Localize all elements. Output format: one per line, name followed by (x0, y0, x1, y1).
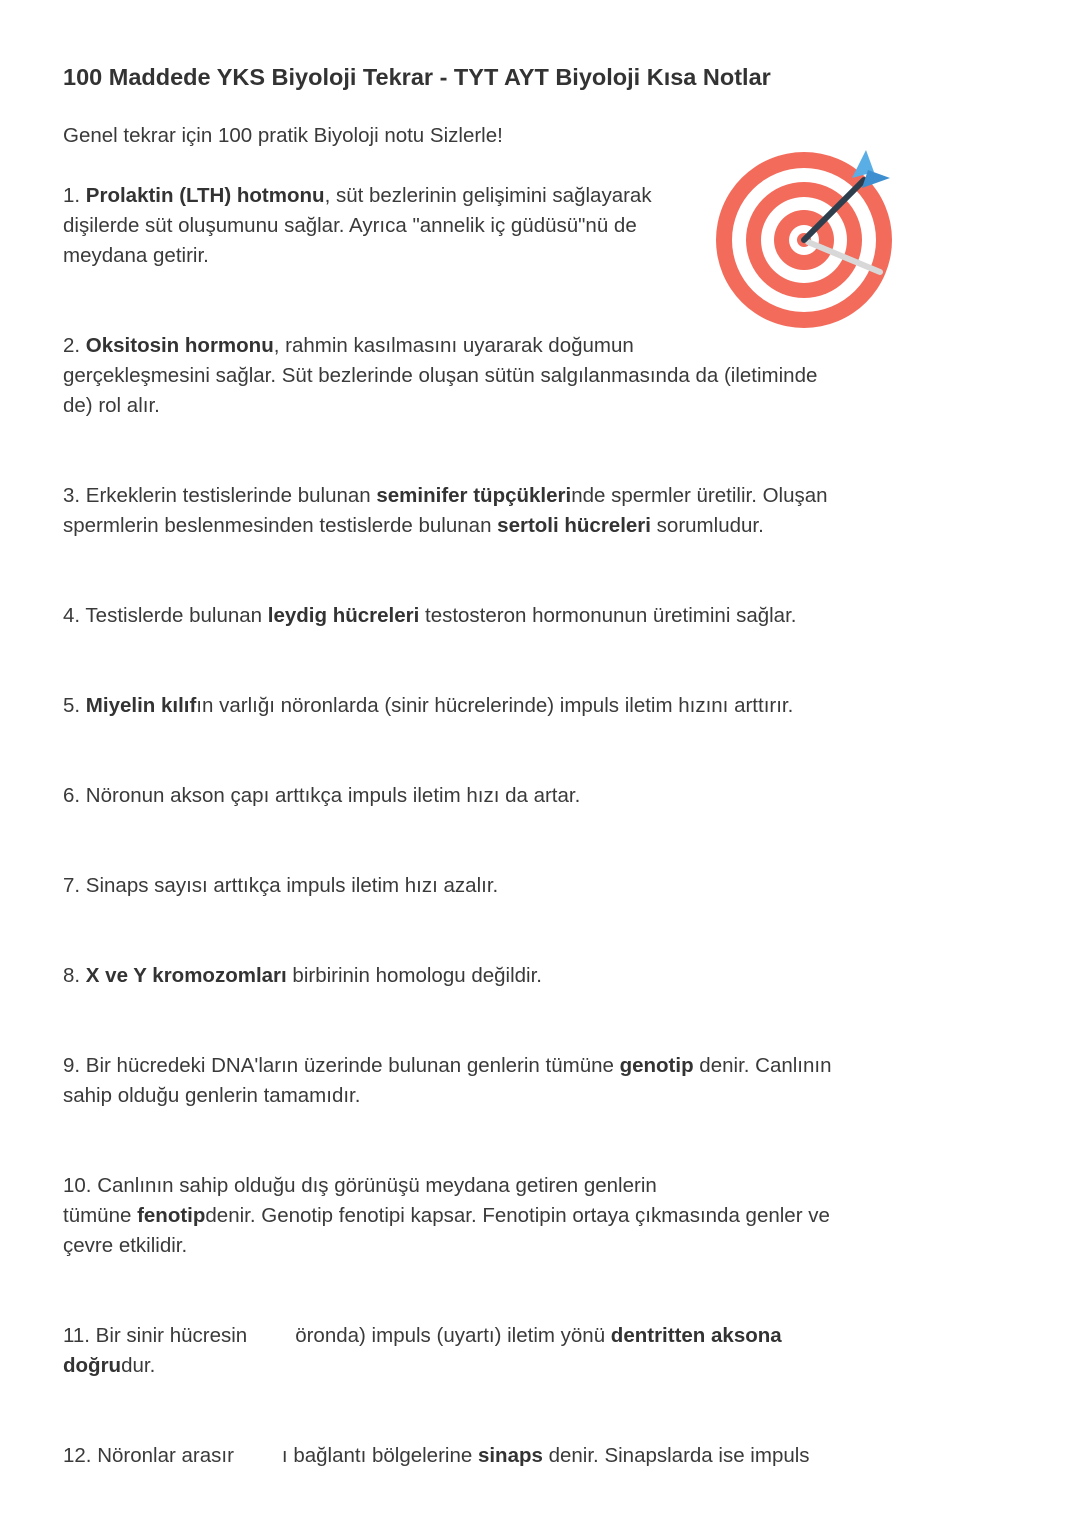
note-item-2 (63, 331, 817, 421)
text-run: öronda) impuls (uyartı) iletim yönü (295, 1324, 611, 1347)
text-run: 9. Bir hücredeki DNA'ların üzerinde bulunan genlerin tümüne (63, 1054, 620, 1077)
bold-term: seminifer tüpçükleri (376, 484, 572, 507)
note-line (63, 361, 817, 391)
note-line (63, 391, 817, 421)
note-line (63, 1051, 832, 1081)
text-run: 5. (63, 694, 86, 717)
bold-term: doğru (63, 1354, 122, 1377)
text-run: tümüne (63, 1204, 138, 1227)
text-run: birbirinin homologu değildir. (286, 964, 542, 987)
bold-term: genotip (619, 1054, 694, 1077)
text-run: 3. Erkeklerin testislerinde bulunan (63, 484, 377, 507)
text-run: çevre etkilidir. (63, 1234, 188, 1257)
bold-term: Prolaktin (LTH) hotmonu (85, 184, 325, 207)
text-run: ı bağlantı bölgelerine (281, 1444, 478, 1467)
note-item-6 (63, 781, 580, 811)
note-line (63, 961, 542, 991)
text-run: sahip olduğu genlerin tamamıdır. (63, 1084, 361, 1107)
note-line (63, 181, 652, 211)
text-run: sorumludur. (650, 514, 764, 537)
text-run: meydana getirir. (63, 244, 209, 267)
note-item-9 (63, 1051, 832, 1111)
note-line (63, 1321, 782, 1351)
text-run: dişilerde süt oluşumunu sağlar. Ayrıca "annelik iç güdüsü"nü de (63, 214, 637, 237)
text-run: 11. Bir sinir hücresin (63, 1324, 248, 1347)
note-item-7 (63, 871, 498, 901)
note-line (63, 1441, 810, 1471)
text-run: 6. Nöronun akson çapı arttıkça impuls iletim hızı da artar. (63, 784, 581, 807)
bold-term: Oksitosin hormonu (85, 334, 274, 357)
text-run: 8. (63, 964, 86, 987)
bold-term: Miyelin kılıf (85, 694, 197, 717)
note-line (63, 1081, 832, 1111)
note-line (63, 871, 498, 901)
text-run: gerçekleşmesini sağlar. Süt bezlerinde oluşan sütün salgılanmasında da (iletiminde (63, 364, 818, 387)
page-title: 100 Maddede YKS Biyoloji Tekrar - TYT AYT Biyoloji Kısa Notlar (63, 64, 771, 90)
text-run: 4. Testislerde bulunan (63, 604, 268, 627)
text-run: 7. Sinaps sayısı arttıkça impuls iletim hızı azalır. (63, 874, 499, 897)
text-run: denir. Genotip fenotipi kapsar. Fenotipin ortaya çıkmasında genler ve (205, 1204, 830, 1227)
note-line (63, 1171, 830, 1201)
text-run: 12. Nöronlar arasır (63, 1444, 234, 1467)
bold-term: fenotip (137, 1204, 206, 1227)
note-item-11 (63, 1321, 782, 1381)
target-icon (716, 148, 894, 328)
text-run: spermlerin beslenmesinden testislerde bulunan (63, 514, 498, 537)
text-run: ın varlığı nöronlarda (sinir hücrelerinde) impuls iletim hızını arttırır. (196, 694, 794, 717)
text-run: 2. (63, 334, 86, 357)
note-item-5 (63, 691, 793, 721)
note-line (63, 1351, 782, 1381)
text-run: dur. (121, 1354, 156, 1377)
note-item-10 (63, 1171, 830, 1261)
text-run: 1. (63, 184, 86, 207)
note-line (63, 601, 796, 631)
text-run: , rahmin kasılmasını uyararak doğumun (273, 334, 634, 357)
bold-term: leydig hücreleri (267, 604, 420, 627)
text-run: denir. Canlının (693, 1054, 832, 1077)
text-run: denir. Sinapslarda ise impuls (542, 1444, 810, 1467)
bold-term: sertoli hücreleri (497, 514, 651, 537)
text-run: , süt bezlerinin gelişimini sağlayarak (324, 184, 652, 207)
note-line (63, 241, 652, 271)
note-line (63, 211, 652, 241)
intro-text: Genel tekrar için 100 pratik Biyoloji notu Sizlerle! (63, 124, 503, 147)
text-run: de) rol alır. (63, 394, 160, 417)
note-line (63, 511, 828, 541)
note-line (63, 481, 828, 511)
text-run: 10. Canlının sahip olduğu dış görünüşü meydana getiren genlerin (63, 1174, 657, 1197)
note-item-3 (63, 481, 828, 541)
bold-term: sinaps (477, 1444, 543, 1467)
note-item-4 (63, 601, 796, 631)
note-item-8 (63, 961, 542, 991)
note-line (63, 331, 817, 361)
text-run: testosteron hormonunun üretimini sağlar. (419, 604, 797, 627)
text-run: nde spermler üretilir. Oluşan (571, 484, 828, 507)
bold-term: X ve Y kromozomları (85, 964, 287, 987)
bold-term: dentritten aksona (610, 1324, 782, 1347)
note-line (63, 691, 793, 721)
note-line (63, 781, 580, 811)
note-item-1 (63, 181, 652, 271)
note-line (63, 1201, 830, 1231)
note-item-12 (63, 1441, 810, 1471)
note-line (63, 1231, 830, 1261)
